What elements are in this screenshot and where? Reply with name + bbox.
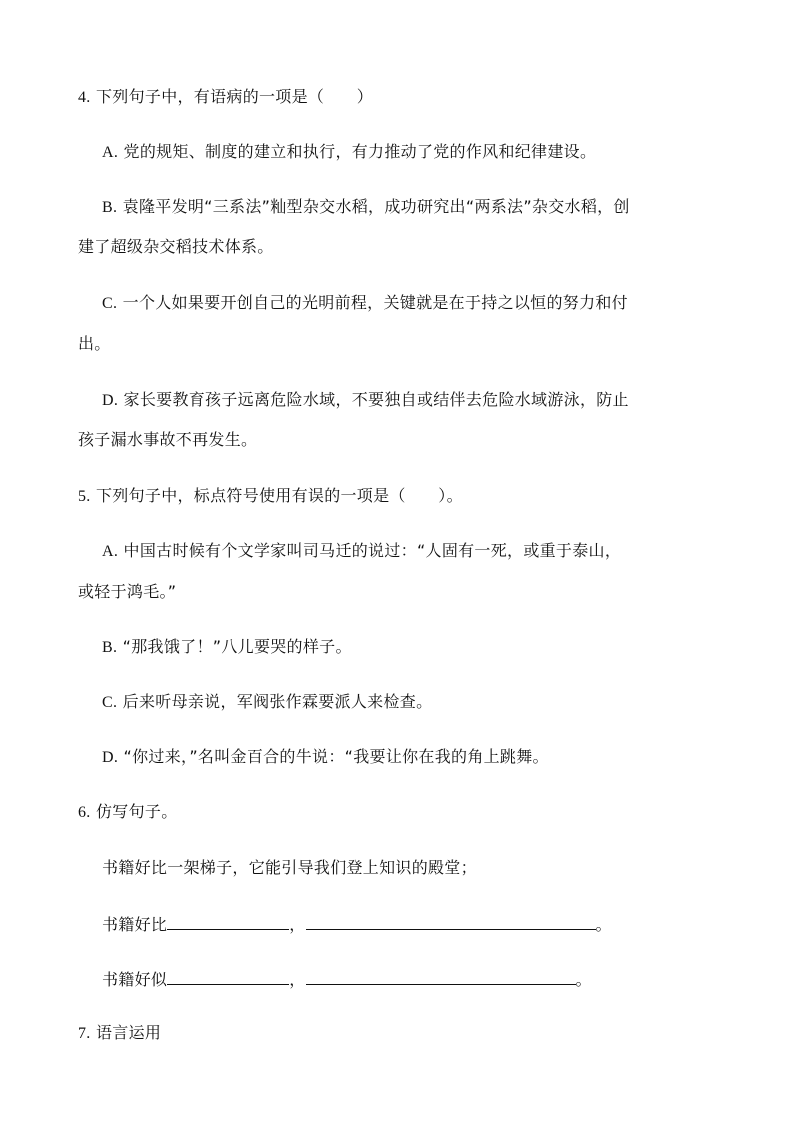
option-label: B. bbox=[102, 639, 118, 656]
question-4-option-d bbox=[102, 389, 629, 412]
answer-blank[interactable] bbox=[306, 912, 596, 930]
question-5-option-a bbox=[102, 540, 621, 563]
option-text: 一个人如果要开创自己的光明前程，关键就是在于持之以恒的努力和付 bbox=[122, 293, 628, 312]
comma: ， bbox=[289, 970, 306, 989]
option-text: 党的规矩、制度的建立和执行，有力推动了党的作风和纪律建设。 bbox=[123, 142, 597, 161]
question-4-number: 4. bbox=[78, 89, 91, 106]
answer-prefix: 书籍好似 bbox=[102, 970, 168, 989]
option-label: C. bbox=[102, 295, 118, 312]
question-5-stem: 下列句子中，标点符号使用有误的一项是（ ）。 bbox=[96, 486, 463, 505]
option-label: D. bbox=[102, 749, 119, 766]
question-5-option-c bbox=[102, 691, 432, 714]
question-5-option-a-continued: 或轻于鸿毛。” bbox=[78, 582, 177, 601]
option-text: 袁隆平发明“三系法”籼型杂交水稻，成功研究出“两系法”杂交水稻，创 bbox=[122, 197, 630, 216]
answer-blank[interactable] bbox=[306, 967, 576, 985]
option-text: 中国古时候有个文学家叫司马迁的说过：“人固有一死，或重于泰山， bbox=[123, 541, 622, 560]
question-6-example: 书籍好比一架梯子，它能引导我们登上知识的殿堂； bbox=[102, 858, 477, 877]
question-6-answer-line-1 bbox=[102, 912, 612, 936]
answer-blank[interactable] bbox=[167, 967, 289, 985]
option-label: B. bbox=[102, 199, 118, 216]
option-label: A. bbox=[102, 144, 119, 161]
option-text: 后来听母亲说，军阀张作霖要派人来检查。 bbox=[122, 692, 433, 711]
option-text: “那我饿了！”八儿要哭的样子。 bbox=[122, 637, 352, 656]
question-5-title bbox=[78, 485, 463, 508]
option-text: 家长要教育孩子远离危险水域，不要独自或结伴去危险水域游泳，防止 bbox=[123, 390, 629, 409]
question-4-stem: 下列句子中，有语病的一项是（ ） bbox=[96, 87, 374, 106]
question-4-option-b bbox=[102, 196, 630, 219]
option-label: A. bbox=[102, 543, 119, 560]
answer-prefix: 书籍好比 bbox=[102, 915, 168, 934]
question-4-option-b-continued: 建了超级杂交稻技术体系。 bbox=[78, 237, 274, 256]
question-6-number: 6. bbox=[78, 804, 91, 821]
option-label: D. bbox=[102, 392, 119, 409]
question-5-option-d bbox=[102, 746, 549, 769]
question-7-title bbox=[78, 1022, 161, 1045]
question-4-title bbox=[78, 86, 373, 109]
comma: ， bbox=[289, 915, 306, 934]
question-4-option-c-continued: 出。 bbox=[78, 334, 111, 353]
question-4-option-a bbox=[102, 141, 596, 164]
question-6-answer-line-2 bbox=[102, 967, 592, 991]
question-5-option-b bbox=[102, 636, 352, 659]
answer-blank[interactable] bbox=[167, 912, 289, 930]
question-6-title bbox=[78, 801, 178, 824]
option-text: “你过来，”名叫金百合的牛说：“我要让你在我的角上跳舞。 bbox=[123, 747, 549, 766]
question-4-option-d-continued: 孩子漏水事故不再发生。 bbox=[78, 430, 258, 449]
question-5-number: 5. bbox=[78, 488, 91, 505]
question-6-stem: 仿写句子。 bbox=[96, 802, 178, 821]
question-7-number: 7. bbox=[78, 1025, 91, 1042]
period: 。 bbox=[575, 970, 592, 989]
question-4-option-c bbox=[102, 292, 628, 315]
period: 。 bbox=[595, 915, 612, 934]
option-label: C. bbox=[102, 694, 118, 711]
question-7-stem: 语言运用 bbox=[96, 1023, 162, 1042]
